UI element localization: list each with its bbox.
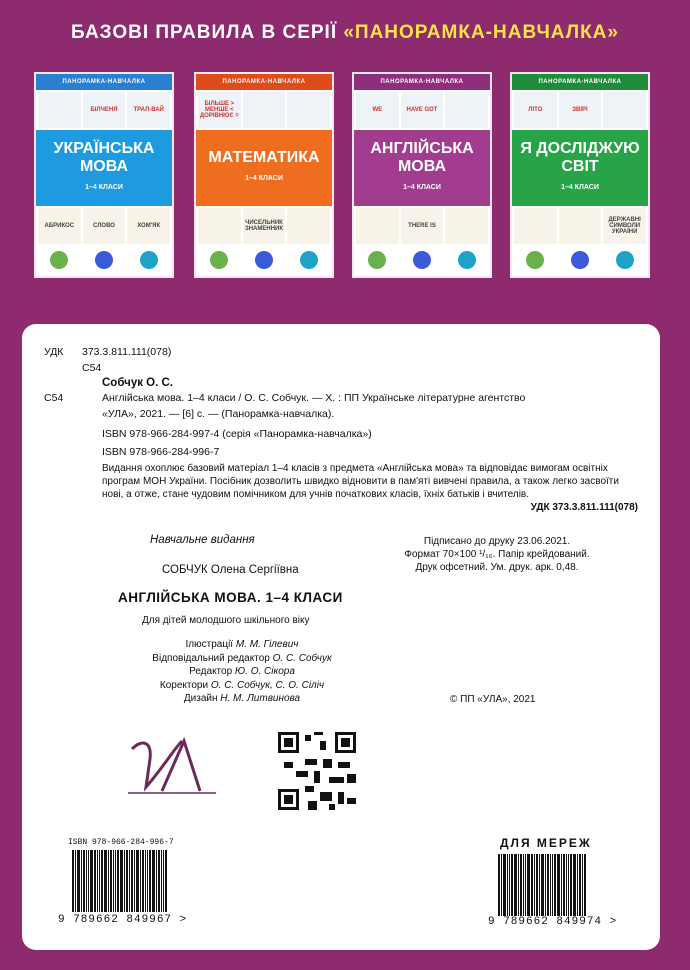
cover-cell: ЧИСЕЛЬНИК ЗНАМЕННИК	[243, 208, 286, 244]
cover-footer	[36, 244, 172, 276]
qr-code	[278, 732, 356, 810]
cover-cell	[603, 92, 646, 128]
cutter-code: С54	[82, 362, 102, 374]
covers-row	[34, 72, 656, 278]
print-details	[382, 535, 612, 574]
cover-cell: ДЕРЖАВНІ СИМВОЛИ УКРАЇНИ	[603, 208, 646, 244]
cover-cell: БІЛЧЕНЯ	[83, 92, 126, 128]
cover-ukrainian	[34, 72, 174, 278]
cover-cell: ЗВІРІ	[559, 92, 602, 128]
cover-cell	[198, 208, 241, 244]
barcode-right	[498, 854, 587, 916]
udk-bottom: УДК 373.3.811.111(078)	[530, 502, 638, 513]
copyright: © ПП «УЛА», 2021	[450, 694, 536, 705]
abstract-line-1: Видання охоплює базовий матеріал 1–4 класів з предмета «Англійська мова» та відповідає вимогам освітніх	[102, 463, 608, 474]
cutter-code-2: С54	[44, 392, 64, 404]
cover-math	[194, 72, 334, 278]
cover-cell	[514, 208, 557, 244]
cover-title: МАТЕМАТИКА 1–4 КЛАСИ	[196, 130, 332, 206]
cover-cell: ЛІТО	[514, 92, 557, 128]
author-heading: Собчук О. С.	[102, 377, 174, 389]
udk-label: УДК	[44, 346, 64, 358]
cover-cell	[445, 92, 488, 128]
cover-cell	[243, 92, 286, 128]
abstract-line-3: нові, а отже, стане чудовим помічником для учнів початкових класів, їхніх батьків і вчителів.	[102, 489, 530, 500]
cover-footer	[512, 244, 648, 276]
credits	[82, 638, 402, 706]
description-line-2: «УЛА», 2021. — [6] с. — (Панорамка-навчалка).	[102, 408, 335, 420]
cover-footer	[354, 244, 490, 276]
imprint-panel	[22, 324, 660, 950]
cover-cell	[559, 208, 602, 244]
cover-series: ПАНОРАМКА-НАВЧАЛКА	[36, 74, 172, 90]
cover-title: Я ДОСЛІДЖУЮ СВІТ 1–4 КЛАСИ	[512, 130, 648, 206]
cover-cell	[38, 92, 81, 128]
series-header	[0, 22, 690, 44]
cover-world	[510, 72, 650, 278]
cover-cell	[287, 208, 330, 244]
cover-cell: СЛОВО	[83, 208, 126, 244]
cover-cell: HAVE GOT	[401, 92, 444, 128]
credit-line: Ілюстрації М. М. Гілевич	[185, 639, 299, 650]
cover-cell: ХОМ'ЯК	[127, 208, 170, 244]
credit-line: Редактор Ю. О. Сікора	[189, 666, 295, 677]
isbn-series: ISBN 978-966-284-997-4 (серія «Панорамка-навчалка»)	[102, 428, 372, 440]
barcode-right-digits: 9 789662 849974 >	[488, 916, 618, 928]
signed-date: Підписано до друку 23.06.2021.	[423, 536, 571, 547]
book-title: АНГЛІЙСЬКА МОВА. 1–4 КЛАСИ	[118, 590, 343, 605]
publisher-logo	[122, 729, 222, 804]
credit-line: Коректори О. С. Собчук, С. О. Сіліч	[159, 679, 325, 691]
credit-line: Дизайн Н. М. Литвинова	[183, 693, 301, 704]
cover-series: ПАНОРАМКА-НАВЧАЛКА	[196, 74, 332, 90]
barcode-left	[72, 850, 168, 912]
cover-footer	[196, 244, 332, 276]
isbn-book: ISBN 978-966-284-996-7	[102, 446, 220, 458]
barcode-isbn-label: ISBN 978-966-284-996-7	[68, 838, 174, 847]
audience: Для дітей молодшого шкільного віку	[142, 615, 310, 626]
format-line: Формат 70×100 ¹/₁₆. Папір крейдований.	[404, 549, 590, 560]
cover-series: ПАНОРАМКА-НАВЧАЛКА	[354, 74, 490, 90]
cover-cell: WE	[356, 92, 399, 128]
description-line-1: Англійська мова. 1–4 класи / О. С. Собчук. — Х. : ПП Українське літературне агентство	[102, 392, 526, 404]
cover-cell: THERE IS	[401, 208, 444, 244]
header-prefix: БАЗОВІ ПРАВИЛА В СЕРІЇ	[71, 22, 338, 43]
edition-type: Навчальне видання	[150, 534, 255, 546]
author-full: СОБЧУК Олена Сергіївна	[162, 564, 299, 576]
barcode-left-digits: 9 789662 849967 >	[58, 914, 188, 926]
network-label: ДЛЯ МЕРЕЖ	[500, 836, 592, 850]
cover-cell: АБРИКОС	[38, 208, 81, 244]
credit-line: Відповідальний редактор О. С. Собчук	[152, 652, 332, 664]
header-brand: «ПАНОРАМКА-НАВЧАЛКА»	[343, 22, 619, 43]
cover-english	[352, 72, 492, 278]
abstract-line-2: програм МОН України. Посібник дозволить швидко відновити в пам'яті вивчені правила, а також легко засвоїти	[102, 476, 619, 487]
print-line: Друк офсетний. Ум. друк. арк. 0,48.	[415, 562, 579, 573]
cover-series: ПАНОРАМКА-НАВЧАЛКА	[512, 74, 648, 90]
udk-value: 373.3.811.111(078)	[82, 346, 172, 358]
cover-title: УКРАЇНСЬКА МОВА 1–4 КЛАСИ	[36, 130, 172, 206]
cover-cell	[287, 92, 330, 128]
cover-title: АНГЛІЙСЬКА МОВА 1–4 КЛАСИ	[354, 130, 490, 206]
cover-cell	[445, 208, 488, 244]
cover-cell: ТРАЛ-ВАЙ	[127, 92, 170, 128]
cover-cell	[356, 208, 399, 244]
cover-cell: БІЛЬШЕ > МЕНШЕ < ДОРІВНЮЄ =	[198, 92, 241, 128]
